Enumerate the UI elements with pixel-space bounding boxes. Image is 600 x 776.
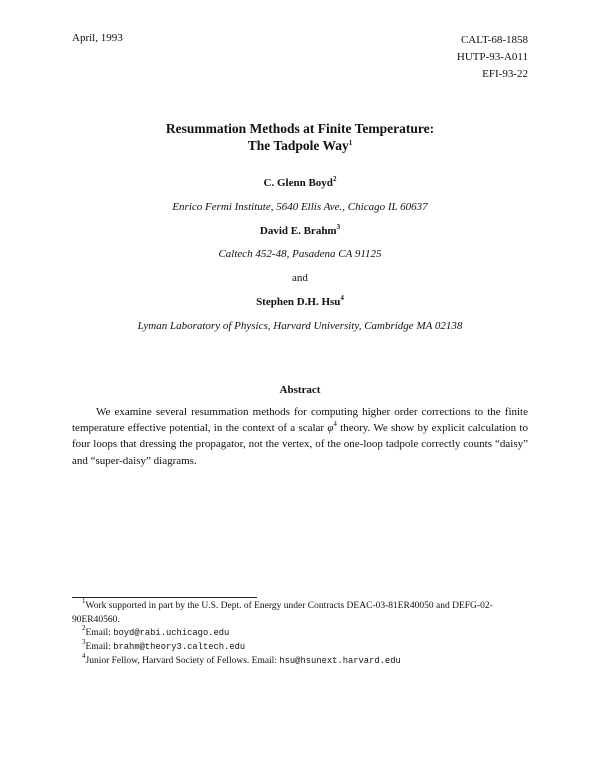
abstract-paragraph: We examine several resummation methods for computing higher order corrections to the finite temperature effective potential, in the context of a scalar $\varphi^4$ theory. We show by explicit calculation to four loops that dressing the propagator, not the vertex, of the one-loop tadpole correctly counts “daisy” and “super-daisy” diagrams. — [72, 406, 528, 467]
footnote: $^2$Email: boyd@rabi.uchicago.edu — [82, 624, 230, 638]
conjunction: and — [292, 272, 308, 284]
author-name: C. Glenn Boyd$^2$ — [263, 175, 337, 189]
title-line-1: Resummation Methods at Finite Temperature: — [165, 121, 435, 136]
footnote-rule — [72, 597, 257, 598]
report-number: HUTP-93-A011 — [456, 51, 528, 63]
footnote-mark: 4 — [82, 652, 86, 660]
footnote: $^3$Email: brahm@theory3.caltech.edu — [82, 638, 246, 652]
footnote-mark: 1 — [82, 597, 86, 605]
author-affiliation: Enrico Fermi Institute, 5640 Ellis Ave., Chicago IL 60637 — [172, 201, 428, 213]
date: April, 1993 — [72, 32, 123, 44]
footnote: $^4$Junior Fellow, Harvard Society of Fellows. Email: hsu@hsunext.harvard.edu — [82, 652, 401, 666]
email-link[interactable]: brahm@theory3.caltech.edu — [113, 642, 246, 652]
abstract-body — [72, 404, 528, 469]
footnote-mark: 1 — [348, 139, 353, 147]
abstract-heading: Abstract — [279, 384, 321, 396]
author-affiliation: Caltech 452-48, Pasadena CA 91125 — [218, 248, 382, 260]
report-number: CALT-68-1858 — [460, 34, 528, 46]
exponent: 4 — [333, 420, 337, 429]
author-name: Stephen D.H. Hsu$^4$ — [256, 294, 344, 308]
footnote-mark: 2 — [82, 624, 86, 632]
author-affiliation: Lyman Laboratory of Physics, Harvard University, Cambridge MA 02138 — [137, 320, 463, 332]
report-numbers — [457, 32, 528, 83]
phi-symbol: φ — [327, 422, 334, 435]
footnote-mark: 3 — [82, 638, 86, 646]
paper-title — [0, 120, 600, 154]
footnote-mark: 2 — [332, 175, 337, 183]
report-number: EFI-93-22 — [482, 68, 528, 80]
footnote-mark: 4 — [340, 294, 344, 302]
email-link[interactable]: boyd@rabi.uchicago.edu — [113, 628, 230, 638]
author-name: David E. Brahm$^3$ — [259, 223, 341, 237]
title-line-2 — [0, 137, 600, 154]
email-link[interactable]: hsu@hsunext.harvard.edu — [279, 656, 401, 666]
title-text: The Tadpole Way — [247, 138, 349, 153]
footnote-mark: 3 — [336, 223, 341, 231]
footnote: $^1$Work supported in part by the U.S. Dept. of Energy under Contracts DEAC-03-81ER40050 and DEFG-02-90ER40560. — [72, 597, 493, 625]
